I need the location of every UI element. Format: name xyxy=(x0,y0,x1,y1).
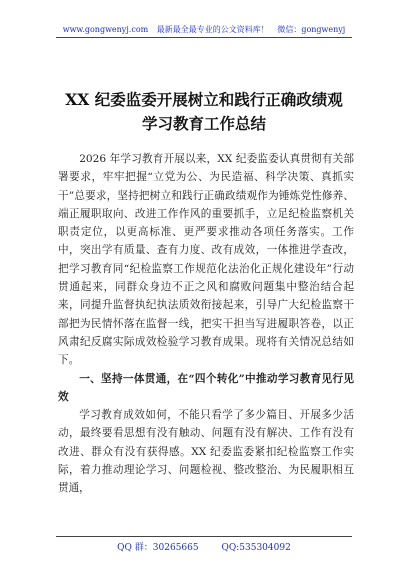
page-footer xyxy=(0,540,408,553)
footer-qq-group: QQ 群：30265665 xyxy=(117,543,199,553)
header-tagline: 最新最全最专业的公文资料库！ xyxy=(156,25,269,34)
body-paragraph-2: 学习教育成效如何，不能只看学了多少篇目、开展多少活动，最终要看思想有没有触动、问题有没有解决、工作有没有改进、群众有没有获得感。XX 纪委监委紧扣纪检监察工作实际，着力推动理论学习、问题检视、整改整治、为民履职相互贯通， xyxy=(58,409,354,495)
page-header xyxy=(0,24,408,35)
section-heading-1: 一、坚持一体贯通，在“四个转化”中推动学习教育见行见效 xyxy=(58,372,354,403)
footer-qq: QQ:535304092 xyxy=(221,543,291,553)
document-body xyxy=(58,150,354,498)
title-line-2: 学习教育工作总结 xyxy=(141,114,266,133)
title-line-1: XX 纪委监委开展树立和践行正确政绩观 xyxy=(65,90,343,109)
header-wechat: 微信：gongwenyj xyxy=(277,25,346,34)
document-title xyxy=(40,88,368,136)
body-paragraph-1: 2026 年学习教育开展以来，XX 纪委监委认真贯彻有关部署要求，牢牢把握“立党为公、为民造福、科学决策、真抓实干”总要求，坚持把树立和践行正确政绩观作为锤炼党性修养、端正履职取向、改进工作作风的重要抓手，立足纪检监察机关职责定位，以更高标准、更严要求推动各项任务落实。工作中，突出学有质量、查有力度、改有成效，一体推进学查改，把学习教育同“纪检监察工作规范化法治化正规化建设年”行动贯通起来，同群众身边不正之风和腐败问题集中整治结合起来，同提升监督执纪执法质效衔接起来，引导广大纪检监察干部把为民情怀落在监督一线，把实干担当写进履职答卷，以正风肃纪反腐实际成效检验学习教育成果。现将有关情况总结如下。 xyxy=(58,153,354,367)
website-link[interactable]: www.gongwenyj.com xyxy=(62,25,149,34)
header-divider xyxy=(56,37,352,38)
footer-divider xyxy=(56,536,352,537)
